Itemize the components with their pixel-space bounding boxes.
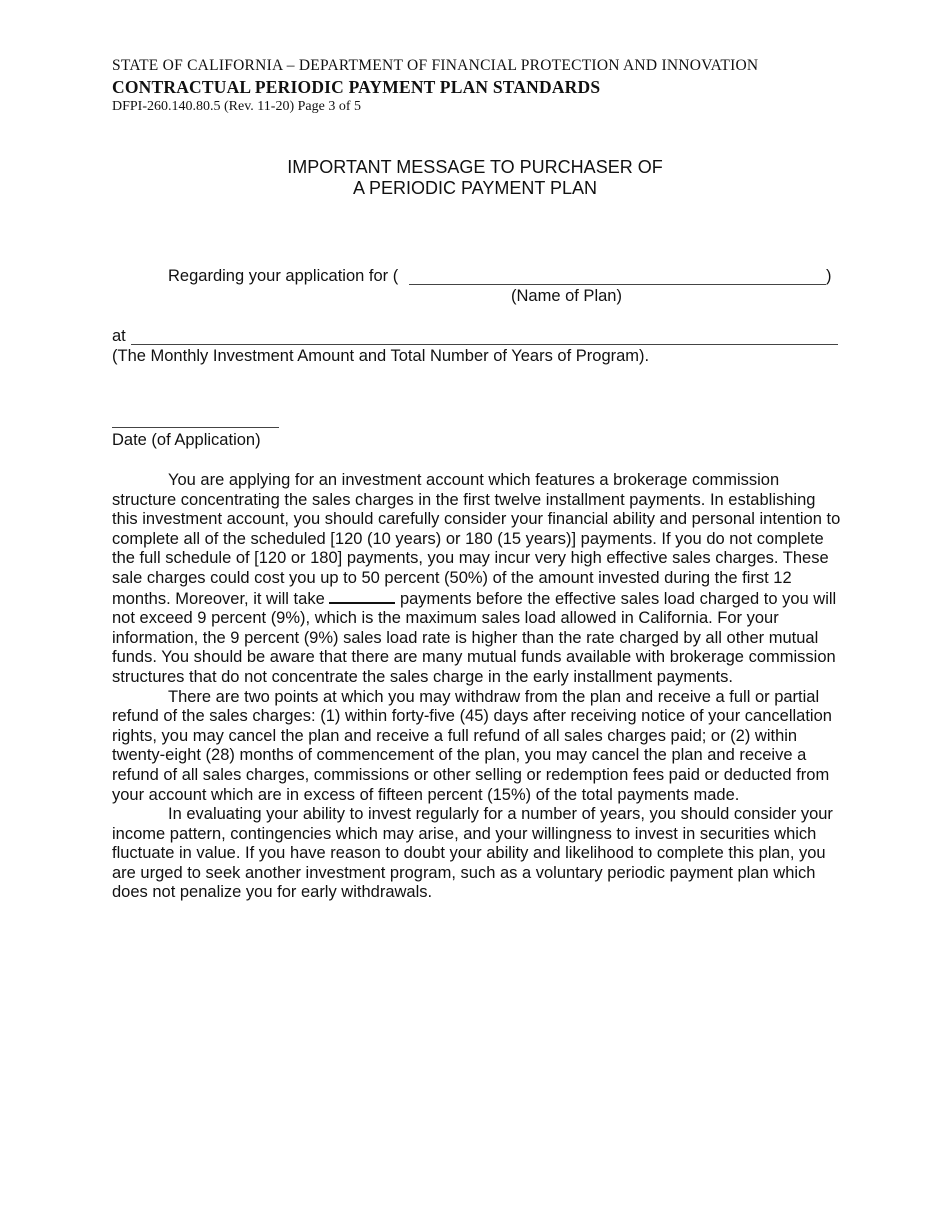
- date-caption: Date (of Application): [112, 431, 261, 449]
- regarding-label: Regarding your application for (: [168, 267, 399, 285]
- message-title: [0, 157, 950, 199]
- form-id: DFPI-260.140.80.5 (Rev. 11-20) Page 3 of 5: [112, 99, 361, 114]
- regarding-close-paren: ): [826, 267, 832, 285]
- paragraph-2: There are two points at which you may withdraw from the plan and receive a full or partial refund of the sales charges: (1) within forty-five (45) days after receiving notice of your cancellation rights, you may cancel the plan and receive a full refund of all sales charges paid; or (2) within twenty-eight (28) months of commencement of the plan, you may cancel the plan and receive a refund of all sales charges, commissions or other selling or redemption fees paid or deducted from your account which are in excess of fifteen percent (15%) of the total payments made.: [112, 687, 832, 804]
- amount-caption: (The Monthly Investment Amount and Total Number of Years of Program).: [112, 347, 650, 365]
- document-header: [112, 56, 758, 116]
- payments-count-field[interactable]: [329, 589, 395, 604]
- plan-name-caption: (Name of Plan): [511, 287, 622, 305]
- paragraph-1-part-b: payments before the effective sales load charged to you will not exceed 9 percent (9%), which is the maximum sales load allowed in California. For your information, the 9 percent (9%) sales load rate is higher than the rate charged by all other mutual funds. You should be aware that there are many mutual funds available with brokerage commission structures that do not concentrate the sales charge in the early installment payments.: [112, 589, 837, 686]
- plan-name-field[interactable]: [409, 284, 826, 285]
- message-title-line-2: A PERIODIC PAYMENT PLAN: [352, 178, 598, 198]
- paragraph-1: [112, 471, 842, 688]
- paragraph-3: In evaluating your ability to invest regularly for a number of years, you should consider your income pattern, contingencies which may arise, and your willingness to invest in securities which fluctuate in value. If you have reason to doubt your ability and likelihood to complete this plan, you are urged to seek another investment program, such as a voluntary periodic payment plan which does not penalize you for early withdrawals.: [112, 805, 833, 902]
- body-text: [112, 471, 842, 903]
- at-label: at: [112, 327, 126, 345]
- agency-name: STATE OF CALIFORNIA – DEPARTMENT OF FINANCIAL PROTECTION AND INNOVATION: [112, 57, 759, 74]
- application-date-field[interactable]: [112, 427, 279, 428]
- message-title-line-1: IMPORTANT MESSAGE TO PURCHASER OF: [287, 157, 663, 177]
- investment-amount-field[interactable]: [131, 344, 838, 345]
- document-title: CONTRACTUAL PERIODIC PAYMENT PLAN STANDARDS: [112, 77, 601, 97]
- paragraph-1-part-a: You are applying for an investment account which features a brokerage commission structure concentrating the sales charges in the first twelve installment payments. In establishing this investment account, you should carefully consider your financial ability and personal intention to complete all of the scheduled [120 (10 years) or 180 (15 years)] payments. If you do not complete the full schedule of [120 or 180] payments, you may incur very high effective sales charges. These sale charges could cost you up to 50 percent (50%) of the amount invested during the first 12 months. Moreover, it will take: [112, 471, 841, 608]
